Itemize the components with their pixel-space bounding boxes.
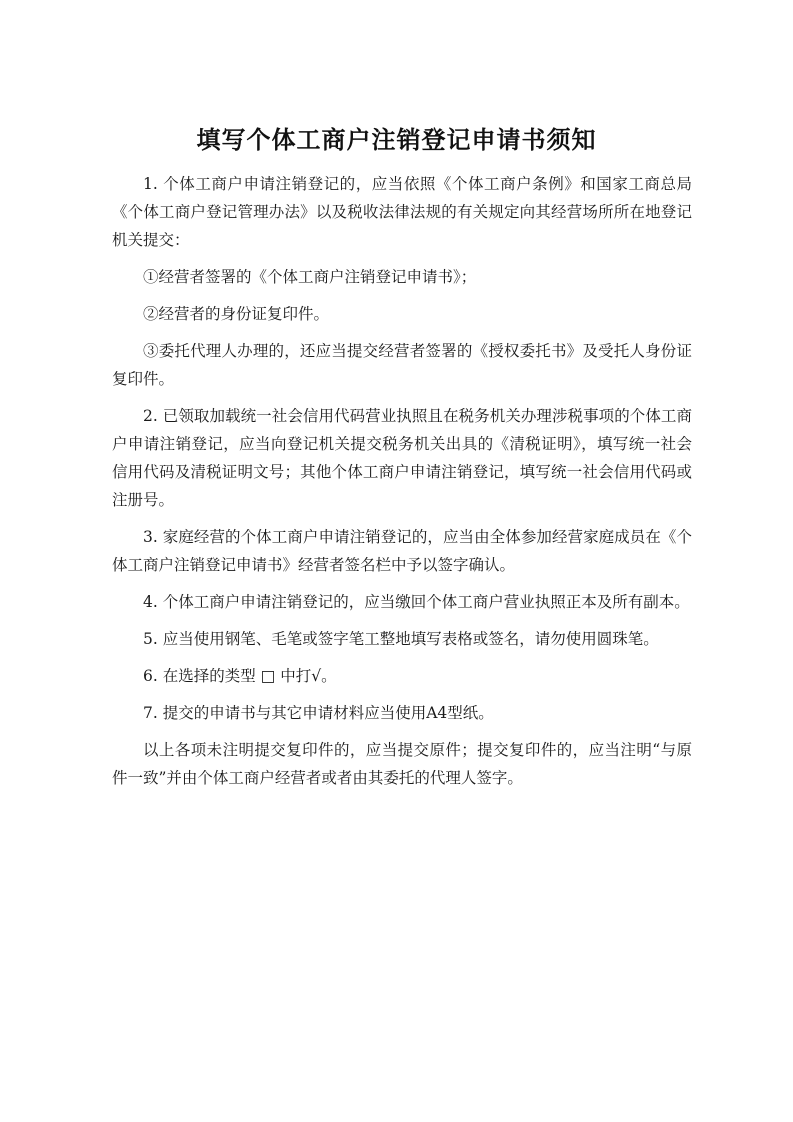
- paragraph-5: 5. 应当使用钢笔、毛笔或签字笔工整地填写表格或签名，请勿使用圆珠笔。: [143, 630, 659, 648]
- paragraph-1: 1. 个体工商户申请注销登记的，应当依照《个体工商户条例》和国家工商总局《个体工商户登记管理办法》以及税收法律法规的有关规定向其经营场所所在地登记机关提交：: [112, 175, 692, 249]
- paragraph-2: 2. 已领取加载统一社会信用代码营业执照且在税务机关办理涉税事项的个体工商户申请注销登记，应当向登记机关提交税务机关出具的《清税证明》，填写统一社会信用代码及清税证明文号；其他个体工商户申请注销登记，填写统一社会信用代码或注册号。: [112, 407, 692, 509]
- paragraph-1-item-1: ①经营者签署的《个体工商户注销登记申请书》；: [143, 268, 477, 286]
- paragraph-6: 6. 在选择的类型 □ 中打√。: [143, 667, 337, 685]
- paragraph-7: 7. 提交的申请书与其它申请材料应当使用A4型纸。: [143, 704, 494, 722]
- paragraph-3: 3. 家庭经营的个体工商户申请注销登记的，应当由全体参加经营家庭成员在《个体工商户注销登记申请书》经营者签名栏中予以签字确认。: [112, 528, 692, 574]
- document-title: 填写个体工商户注销登记申请书须知: [196, 126, 597, 154]
- paragraph-1-item-2: ②经营者的身份证复印件。: [143, 305, 330, 323]
- paragraph-1-item-3: ③委托代理人办理的，还应当提交经营者签署的《授权委托书》及受托人身份证复印件。: [112, 342, 692, 388]
- document-body: [112, 170, 692, 801]
- paragraph-4: 4. 个体工商户申请注销登记的，应当缴回个体工商户营业执照正本及所有副本。: [143, 593, 690, 611]
- paragraph-closing-note: 以上各项未注明提交复印件的，应当提交原件；提交复印件的，应当注明“与原件一致”并由个体工商户经营者或者由其委托的代理人签字。: [112, 741, 692, 787]
